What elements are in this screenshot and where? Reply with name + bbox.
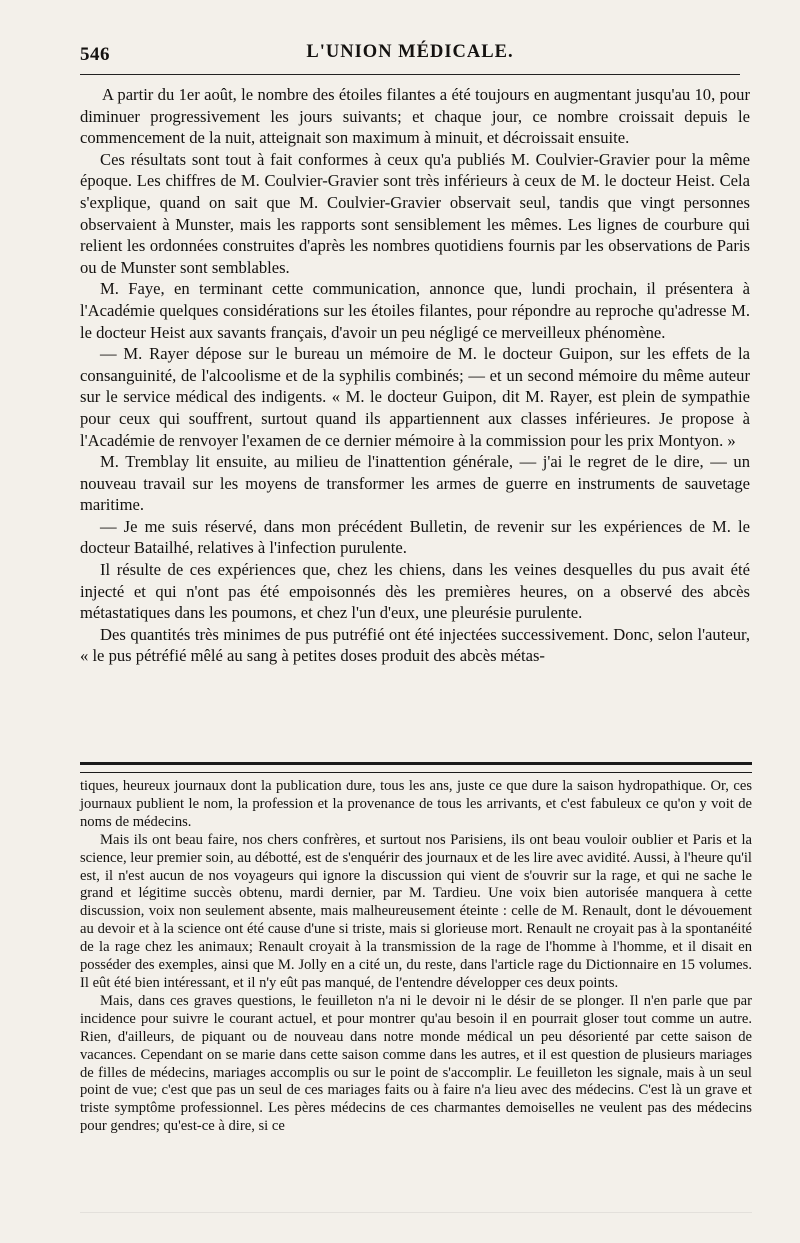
main-paragraph-1: A partir du 1er août, le nombre des étoiles filantes a été toujours en augmentant jusqu'au 10, pour diminuer progressivement les jours suivants; et chaque jour, ce nombre croissait depuis le commencement de la nuit, atteignait son maximum à minuit, et décroissait ensuite. — [80, 85, 750, 148]
main-paragraph-7: Il résulte de ces expériences que, chez les chiens, dans les veines desquelles du pus avait été injecté et qui n'ont pas été empoisonnés dès les premières heures, on a observé des abcès métastatiques dans les poumons, et chez l'un d'eux, une pleurésie purulente. — [80, 560, 750, 623]
header-rule — [80, 74, 740, 75]
main-paragraph-6: — Je me suis réservé, dans mon précédent Bulletin, de revenir sur les expériences de M. le docteur Batailhé, relatives à l'infection purulente. — [80, 516, 750, 558]
main-paragraph-4: — M. Rayer dépose sur le bureau un mémoire de M. le docteur Guipon, sur les effets de la consanguinité, de l'alcoolisme et de la syphilis combinés; — et un second mémoire du même auteur sur le service médical des indigents. « M. le docteur Guipon, dit M. Rayer, est plein de sympathie pour ceux qui souffrent, surtout quand ils appartiennent aux classes inférieures. Je propose à l'Académie de renvoyer l'examen de ce dernier mémoire à la commission pour les prix Montyon. » — [80, 344, 750, 450]
main-paragraph-2: Ces résultats sont tout à fait conformes à ceux qu'a publiés M. Coulvier-Gravier pour la même époque. Les chiffres de M. Coulvier-Gravier sont très inférieurs à ceux de M. le docteur Heist. Cela s'explique, quand on sait que M. Coulvier-Gravier observait seul, tandis que vingt personnes observaient à Munster, mais les rapports sont sensiblement les mêmes. Les lignes de courbure qui relient les ordonnées construites d'après les nombres quotidiens fournis par les observations de Paris ou de Munster sont semblables. — [80, 149, 750, 277]
feuilleton-paragraph-1: tiques, heureux journaux dont la publication dure, tous les ans, juste ce que dure la saison hydropathique. Or, ces journaux publient le nom, la profession et la provenance de tous les arrivants, et c'est fabuleux ce qu'on y voit de noms de médecins. — [80, 778, 752, 830]
page-number: 546 — [80, 44, 110, 65]
bleed-through-footer — [80, 1212, 752, 1233]
main-paragraph-8: Des quantités très minimes de pus putréfié ont été injectées successivement. Donc, selon l'auteur, « le pus pétréfié mêlé au sang à petites doses produit des abcès métas- — [80, 624, 750, 666]
running-title: L'UNION MÉDICALE. — [306, 42, 514, 62]
main-paragraph-3: M. Faye, en terminant cette communication, annonce que, lundi prochain, il présentera à l'Académie quelques considérations sur les étoiles filantes, pour répondre au reproche qu'adresse M. le docteur Heist aux savants français, d'avoir un peu négligé ce merveilleux phénomène. — [80, 279, 750, 342]
main-paragraph-5: M. Tremblay lit ensuite, au milieu de l'inattention générale, — j'ai le regret de le dire, — un nouveau travail sur les moyens de transformer les armes de guerre en instruments de sauvetage maritime. — [80, 452, 750, 515]
feuilleton-paragraph-2: Mais ils ont beau faire, nos chers confrères, et surtout nos Parisiens, ils ont beau vouloir oublier et Paris et la science, leur premier soin, au débotté, est de s'enquérir des journaux et de les lire avec avidité. Aussi, à l'heure qu'il est, il n'est aucun de nos voyageurs qui ignore la discussion qui vient de s'ouvrir sur la rage, et qui ne sache le grand et légitime succès obtenu, mardi dernier, par M. Tardieu. Une voix bien autorisée manquera à cette discussion, voix non seulement absente, mais malheureusement éteinte : celle de M. Renault, dont le dévouement au devoir et à la science ont été cause d'une si triste, mais si glorieuse mort. Renault ne croyait pas à la spontanéité de la rage chez les animaux; Renault croyait à la transmission de la rage de l'homme à l'homme, et il disait en posséder des exemples, ainsi que M. Jolly en a cité un, du reste, dans l'article rage du Dictionnaire en 15 volumes. Il eût été bien intéressant, et il n'y eût pas manqué, de l'entendre développer ces deux points. — [80, 831, 752, 991]
feuilleton-paragraph-3: Mais, dans ces graves questions, le feuilleton n'a ni le devoir ni le désir de se plonger. Il n'en parle que par incidence pour suivre le courant actuel, et pour montrer qu'au besoin il en pourrait gloser tout comme un autre. Rien, d'ailleurs, de piquant ou de nouveau dans notre monde médical un peu désorienté par cette saison de vacances. Cependant on se marie dans cette saison comme dans les autres, et il est question de plusieurs mariages de filles de médecins, mariages accomplis ou sur le point de s'accomplir. Le feuilleton les signale, mais à un seul point de vue; c'est que pas un seul de ces mariages faits ou à faire n'a lieu avec des médecins. C'est là un grave et triste symptôme professionnel. Les pères médecins de ces charmantes demoiselles ne veulent pas des médecins pour gendres; qu'est-ce à dire, si ce — [80, 992, 752, 1135]
feuilleton-column — [80, 778, 752, 1136]
feuilleton-separator — [80, 762, 752, 773]
page-header — [80, 34, 740, 74]
main-column — [80, 84, 750, 667]
